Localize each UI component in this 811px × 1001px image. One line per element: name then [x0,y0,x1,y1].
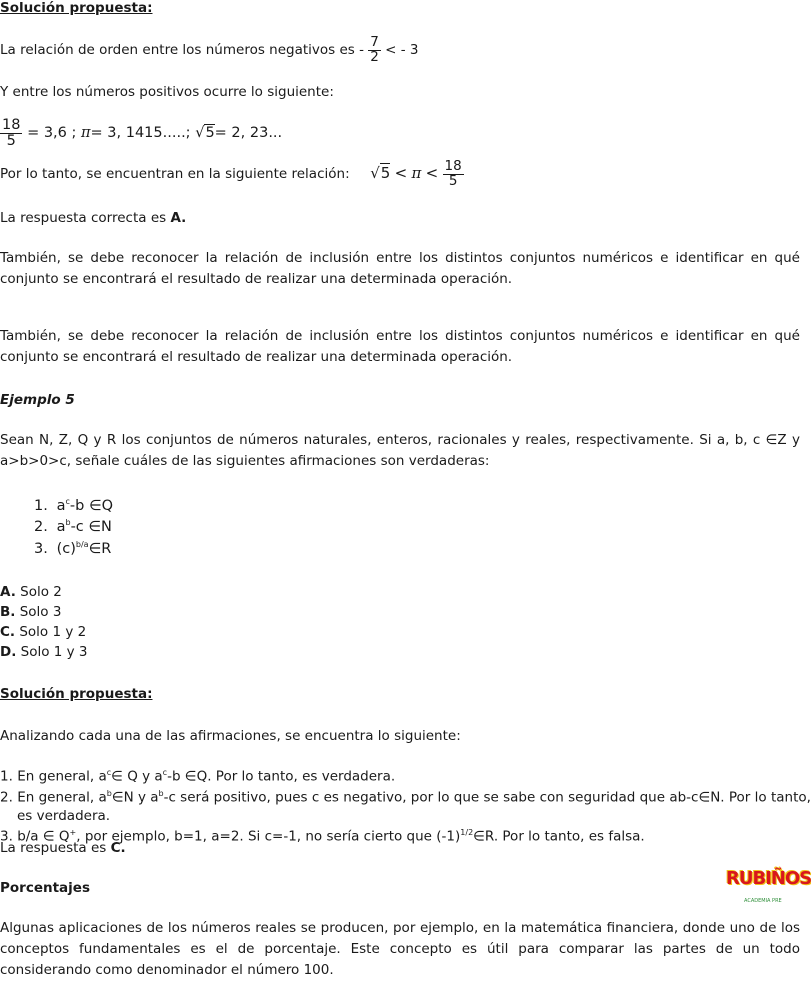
statement-item-1 [34,497,113,514]
rubinos-logo [726,868,811,910]
fraction-numerator: 18 [444,158,462,174]
logo-wordmark: RUBIÑOS [726,868,811,889]
item-tail: -b ∈Q [69,497,113,514]
point-exponent: + [69,828,77,837]
fraction-numerator: 18 [2,117,21,133]
point-text: En general, a [17,768,107,785]
pi-symbol: π [81,125,91,141]
fraction-denominator: 5 [448,172,458,189]
item-exponent: b [65,518,71,527]
answer-letter: C. [110,840,126,856]
less-than-2: < [425,164,439,182]
solution-heading: Solución propuesta: [0,0,153,16]
answer-option-a [0,584,62,600]
item-number: 1. [34,497,48,514]
statement-item-2 [34,518,112,535]
answer-option-b [0,604,61,620]
sqrt-argument: 5 [205,125,215,141]
percent-title: Porcentajes [0,880,90,896]
point-text: En general, a [17,789,107,806]
fraction-denominator: 5 [6,132,16,149]
analysis-point-2-continuation: es verdadera. [17,808,111,824]
point-number: 1. [0,768,13,785]
answer-line-1 [0,210,186,226]
answer-option-c [0,624,86,640]
positive-values-line [0,118,282,148]
logo-subtitle: ACADEMIA PRE [744,898,782,904]
positives-intro: Y entre los números positivos ocurre lo siguiente: [0,84,334,100]
fraction-denominator: 2 [370,48,379,65]
percent-body: Algunas aplicaciones de los números reales se producen, por ejemplo, en la matemática financiera, donde uno de los conceptos fundamentales es el de porcentaje. Este concepto es útil para comparar las partes de un todo considerando como denominador el número 100. [0,920,800,978]
item-number: 2. [34,518,48,535]
less-than-1: < [394,164,408,182]
sqrt-symbol: √5 [195,125,215,141]
point-text: -b ∈Q. Por lo tanto, es verdadera. [167,768,396,785]
point-exponent: 1/2 [460,828,474,837]
inclusion-paragraph-2: También, se debe reconocer la relación de inclusión entre los distintos conjuntos numéricos e identificar en qué conjunto se encontrará el resultado de realizar una determinada operación. [0,328,800,365]
answer-option-d [0,644,88,660]
point-text: b/a ∈ Q [17,828,70,845]
relation-sqrt: √5 [370,164,391,182]
option-text: Solo 3 [19,604,62,620]
analysis-intro: Analizando cada una de las afirmaciones, se encuentra lo siguiente: [0,728,461,744]
answer-prefix: La respuesta es [0,840,107,856]
point-text: ∈ Q y a [111,768,163,785]
value-eq3: = 2, 23... [214,125,283,141]
relation-line [0,160,464,188]
option-text: Solo 2 [20,584,62,600]
answer-line-final [0,840,126,856]
item-base: a [56,497,66,514]
order-relation-line [0,36,419,64]
analysis-point-2 [0,789,811,806]
point-exponent: c [106,768,112,777]
sqrt-argument: 5 [380,164,391,182]
relation-text: Por lo tanto, se encuentran en la siguiente relación: [0,166,350,182]
statement-item-3 [34,540,111,557]
option-letter: C. [0,624,16,640]
inclusion-paragraph-1: También, se debe reconocer la relación de inclusión entre los distintos conjuntos numéricos e identificar en qué conjunto se encontrará el resultado de realizar una determinada operación. [0,250,800,287]
item-tail: ∈R [88,540,112,557]
example-title: Ejemplo 5 [0,392,75,408]
analysis-point-1 [0,768,395,785]
answer-letter: A. [170,210,187,226]
fraction-eighteen-fifths [0,118,22,148]
order-tail: < - 3 [385,42,419,58]
option-letter: A. [0,584,16,600]
item-tail: -c ∈N [70,518,112,535]
option-letter: B. [0,604,16,620]
point-exponent: b [106,789,112,798]
point-text: -c será positivo, pues c es negativo, por lo que se sabe con seguridad que ab-c∈N. Por lo tanto, [163,789,811,806]
point-number: 2. [0,789,13,806]
point-exponent: c [162,768,168,777]
solution-heading-2: Solución propuesta: [0,686,153,702]
fraction-seven-halves [368,36,381,64]
option-text: Solo 1 y 3 [20,644,88,660]
point-text: , por ejemplo, b=1, a=2. Si c=-1, no sería cierto que (-1) [76,828,461,845]
item-exponent: b/a [75,540,89,549]
value-eq1: = 3,6 ; [27,125,77,141]
point-text: ∈R. Por lo tanto, es falsa. [473,828,645,845]
option-letter: D. [0,644,17,660]
option-text: Solo 1 y 2 [19,624,87,640]
relation-fraction [443,160,464,188]
value-eq2: = 3, 1415.....; [90,125,191,141]
order-text: La relación de orden entre los números negativos es - [0,42,364,58]
point-exponent: b [158,789,164,798]
relation-pi: π [411,164,422,182]
item-exponent: c [65,497,70,506]
item-number: 3. [34,540,48,557]
item-base: (c) [56,540,76,557]
fraction-numerator: 7 [370,34,379,50]
point-text: ∈N y a [111,789,159,806]
example-statement: Sean N, Z, Q y R los conjuntos de números naturales, enteros, racionales y reales, respectivamente. Si a, b, c ∈Z y a>b>0>c, señale cuáles de las siguientes afirmaciones son verdaderas: [0,432,800,469]
item-base: a [56,518,66,535]
point-number: 3. [0,828,13,845]
answer-prefix: La respuesta correcta es [0,210,167,226]
